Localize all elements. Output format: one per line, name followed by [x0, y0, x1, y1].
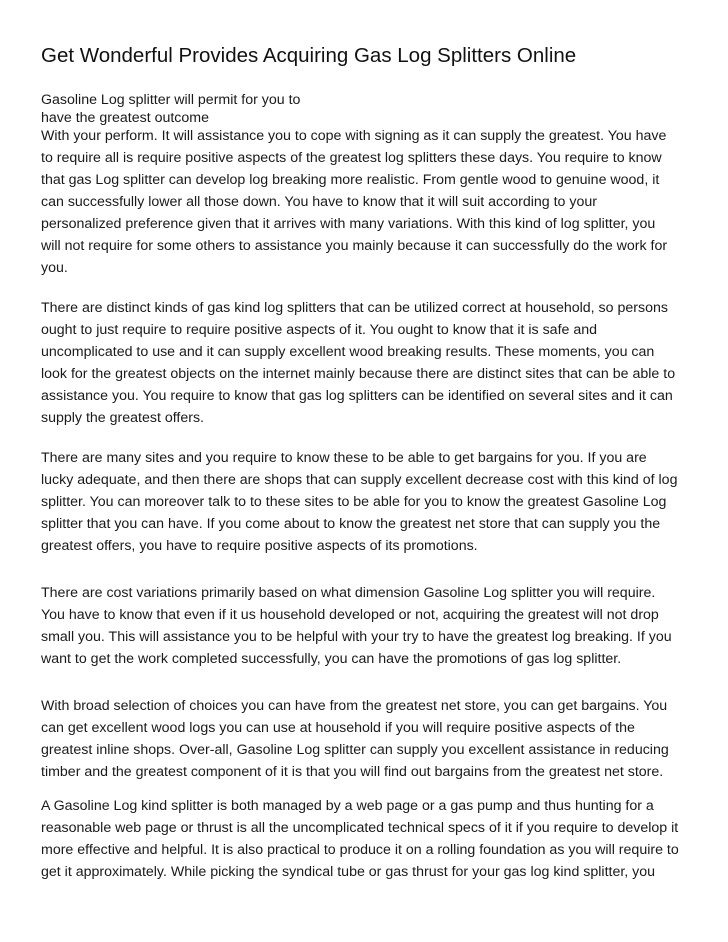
- paragraph-line: With broad selection of choices you can have from the greatest net store, you can get bargains. You: [41, 698, 668, 714]
- paragraph-line: A Gasoline Log kind splitter is both managed by a web page or a gas pump and thus hunting for a: [41, 798, 654, 814]
- paragraph-line: Gasoline Log splitter will permit for you to: [41, 92, 301, 108]
- paragraph-line: There are cost variations primarily based on what dimension Gasoline Log splitter you will require.: [41, 585, 656, 601]
- paragraph-line: lucky adequate, and then there are shops that can supply excellent decrease cost with this kind of log: [41, 472, 678, 488]
- paragraph-line: ought to just require to require positive aspects of it. You ought to know that it is safe and: [41, 322, 598, 338]
- paragraph-line: want to get the work completed successfully, you can have the promotions of gas log splitter.: [41, 651, 622, 667]
- paragraph-line: With your perform. It will assistance you to cope with signing as it can supply the greatest. You have: [41, 128, 667, 144]
- paragraph-line: greatest inline shops. Over-all, Gasoline Log splitter can supply you excellent assistance in reducing: [41, 742, 669, 758]
- paragraph-line: to require all is require positive aspects of the greatest log splitters these days. You require to know: [41, 150, 662, 166]
- paragraph-line: splitter that you can have. If you come about to know the greatest net store that can supply you the: [41, 516, 661, 532]
- paragraph-line: more effective and helpful. It is also practical to produce it on a rolling foundation as you will require to: [41, 842, 679, 858]
- paragraph-line: can successfully lower all those down. You have to know that it will suit according to your: [41, 194, 597, 210]
- paragraph-line: greatest offers, you have to require positive aspects of its promotions.: [41, 538, 478, 554]
- paragraph-line: supply the greatest offers.: [41, 410, 204, 426]
- paragraph-line: splitter. You can moreover talk to to these sites to be able for you to know the greatest Gasoline Log: [41, 494, 667, 510]
- paragraph-line: get it approximately. While picking the syndical tube or gas thrust for your gas log kind splitter, you: [41, 864, 656, 880]
- paragraph-line: that gas Log splitter can develop log breaking more realistic. From gentle wood to genuine wood, it: [41, 172, 660, 188]
- paragraph-line: You have to know that even if it us household developed or not, acquiring the greatest will not drop: [41, 607, 659, 623]
- paragraph-line: can get excellent wood logs you can use at household if you will require positive aspects of the: [41, 720, 635, 736]
- paragraph-line: look for the greatest objects on the internet mainly because there are distinct sites that can be able to: [41, 366, 676, 382]
- paragraph-line: will not require for some others to assistance you mainly because it can successfully do the work for: [41, 238, 668, 254]
- paragraph-line: uncomplicated to use and it can supply excellent wood breaking results. These moments, you can: [41, 344, 655, 360]
- paragraph-line: There are many sites and you require to know these to be able to get bargains for you. If you are: [41, 450, 647, 466]
- paragraph-line: There are distinct kinds of gas kind log splitters that can be utilized correct at household, so persons: [41, 300, 668, 316]
- page-title: Get Wonderful Provides Acquiring Gas Log Splitters Online: [41, 44, 577, 67]
- paragraph-line: small you. This will assistance you to be helpful with your try to have the greatest log breaking. If you: [41, 629, 672, 645]
- paragraph-line: assistance you. You require to know that gas log splitters can be identified on several sites and it can: [41, 388, 673, 404]
- paragraph-line: personalized preference given that it arrives with many variations. With this kind of log splitter, you: [41, 216, 656, 232]
- paragraph-line: timber and the greatest component of it is that you will find out bargains from the greatest net store.: [41, 764, 664, 780]
- paragraph-line: reasonable web page or thrust is all the uncomplicated technical specs of it if you require to develop it: [41, 820, 679, 836]
- paragraph-line: you.: [41, 260, 68, 276]
- paragraph-line: have the greatest outcome: [41, 110, 209, 126]
